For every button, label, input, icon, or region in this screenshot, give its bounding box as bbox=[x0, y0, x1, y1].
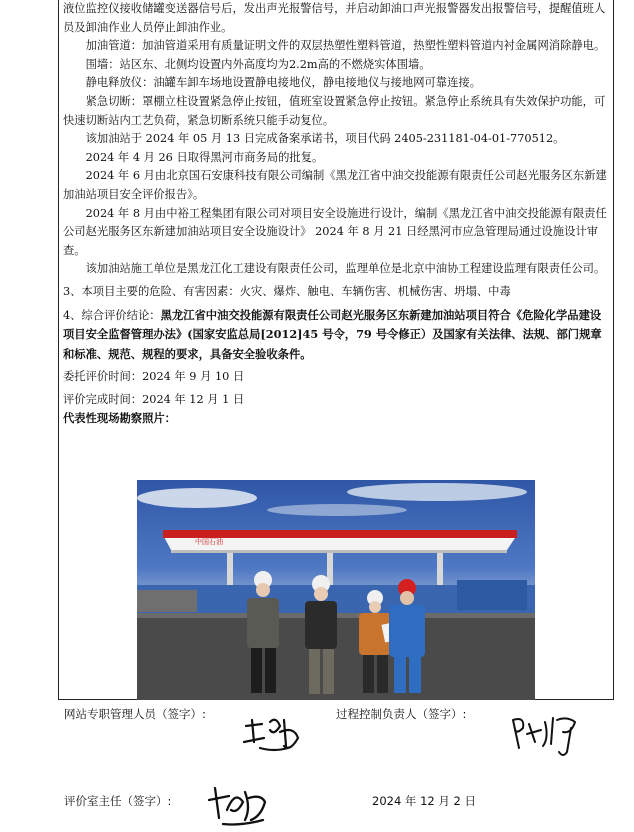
site-survey-photo bbox=[137, 480, 535, 700]
process-control-signature-label: 过程控制负责人（签字）: bbox=[336, 707, 467, 721]
conclusion-text: 黑龙江省中油交投能源有限责任公司赵光服务区东新建加油站项目符合《危险化学品建设项目安全监督管理办法》(国家安监总局[2012]45 号令，79 号令修正）及国家有关法律、法规、部门规章和标准、规范、规程的要求，具备安全验收条件。 bbox=[63, 307, 602, 361]
paragraph-p11: 3、本项目主要的危险、有害因素：火灾、爆炸、触电、车辆伤害、机械伤害、坍塌、中毒 bbox=[63, 284, 511, 298]
paragraph-p5: 紧急切断：罩棚立柱设置紧急停止按钮，值班室设置紧急停止按钮。紧急停止系统具有失效保护功能，可快速切断站内工艺负荷，紧急切断系统只能手动复位。 bbox=[63, 94, 606, 127]
paragraph-p7: 2024 年 4 月 26 日取得黑河市商务局的批复。 bbox=[85, 150, 324, 164]
site-manager-signature bbox=[240, 712, 310, 762]
paragraph-p9: 2024 年 8 月由中裕工程集团有限公司对项目安全设施进行设计，编制《黑龙江省中油交投能源有限责任公司赵光服务区东新建加油站项目安全设施设计》 2024 年 8 月 21 日经黑河市应急管理局通过设施设计审查。 bbox=[63, 206, 607, 257]
site-manager-signature-label: 网站专职管理人员（签字）: bbox=[64, 707, 206, 721]
paragraph-p8: 2024 年 6 月由北京国石安康科技有限公司编制《黑龙江省中油交投能源有限责任公司赵光服务区东新建加油站项目安全评价报告》。 bbox=[63, 169, 607, 201]
paragraph-p4: 静电释放仪：油罐车卸车场地设置静电接地仪，静电接地仪与接地网可靠连接。 bbox=[85, 76, 481, 90]
paragraph-p3: 围墙：站区东、北侧均设置内外高度均为2.2m高的不燃烧实体围墙。 bbox=[85, 57, 431, 71]
site-photo-illustration bbox=[137, 480, 535, 700]
paragraph-p6: 该加油站于 2024 年 05 月 13 日完成备案承诺书，项目代码 2405-231181-04-01-770512。 bbox=[85, 132, 565, 146]
report-body bbox=[63, 0, 609, 428]
paragraph-p10: 该加油站施工单位是黑龙江化工建设有限责任公司，监理单位是北京中油协工程建设监理有限责任公司。 bbox=[85, 262, 606, 276]
director-signature bbox=[205, 780, 275, 830]
director-signature-label: 评价室主任（签字）: bbox=[64, 794, 172, 808]
paragraph-p12 bbox=[63, 306, 609, 365]
process-control-signature bbox=[505, 708, 590, 763]
paragraph-p2: 加油管道：加油管道采用有质量证明文件的双层热塑性塑料管道，热塑性塑料管道内衬金属网消除静电。 bbox=[85, 39, 606, 53]
canopy-logo-text: 中国石油 bbox=[195, 538, 223, 546]
signing-date: 2024 年 12 月 2 日 bbox=[372, 794, 476, 808]
conclusion-prefix: 4、综合评价结论： bbox=[63, 308, 161, 322]
paragraph-p13: 委托评价时间：2024 年 9 月 10 日 bbox=[63, 370, 245, 384]
paragraph-p14: 评价完成时间：2024 年 12 月 1 日 bbox=[63, 392, 245, 406]
paragraph-p1: 液位监控仪接收储罐变送器信号后，发出声光报警信号，并启动卸油口声光报警器发出报警信号，提醒值班人员及卸油作业人员停止卸油作业。 bbox=[63, 2, 606, 34]
paragraph-p15: 代表性现场勘察照片： bbox=[63, 411, 176, 426]
